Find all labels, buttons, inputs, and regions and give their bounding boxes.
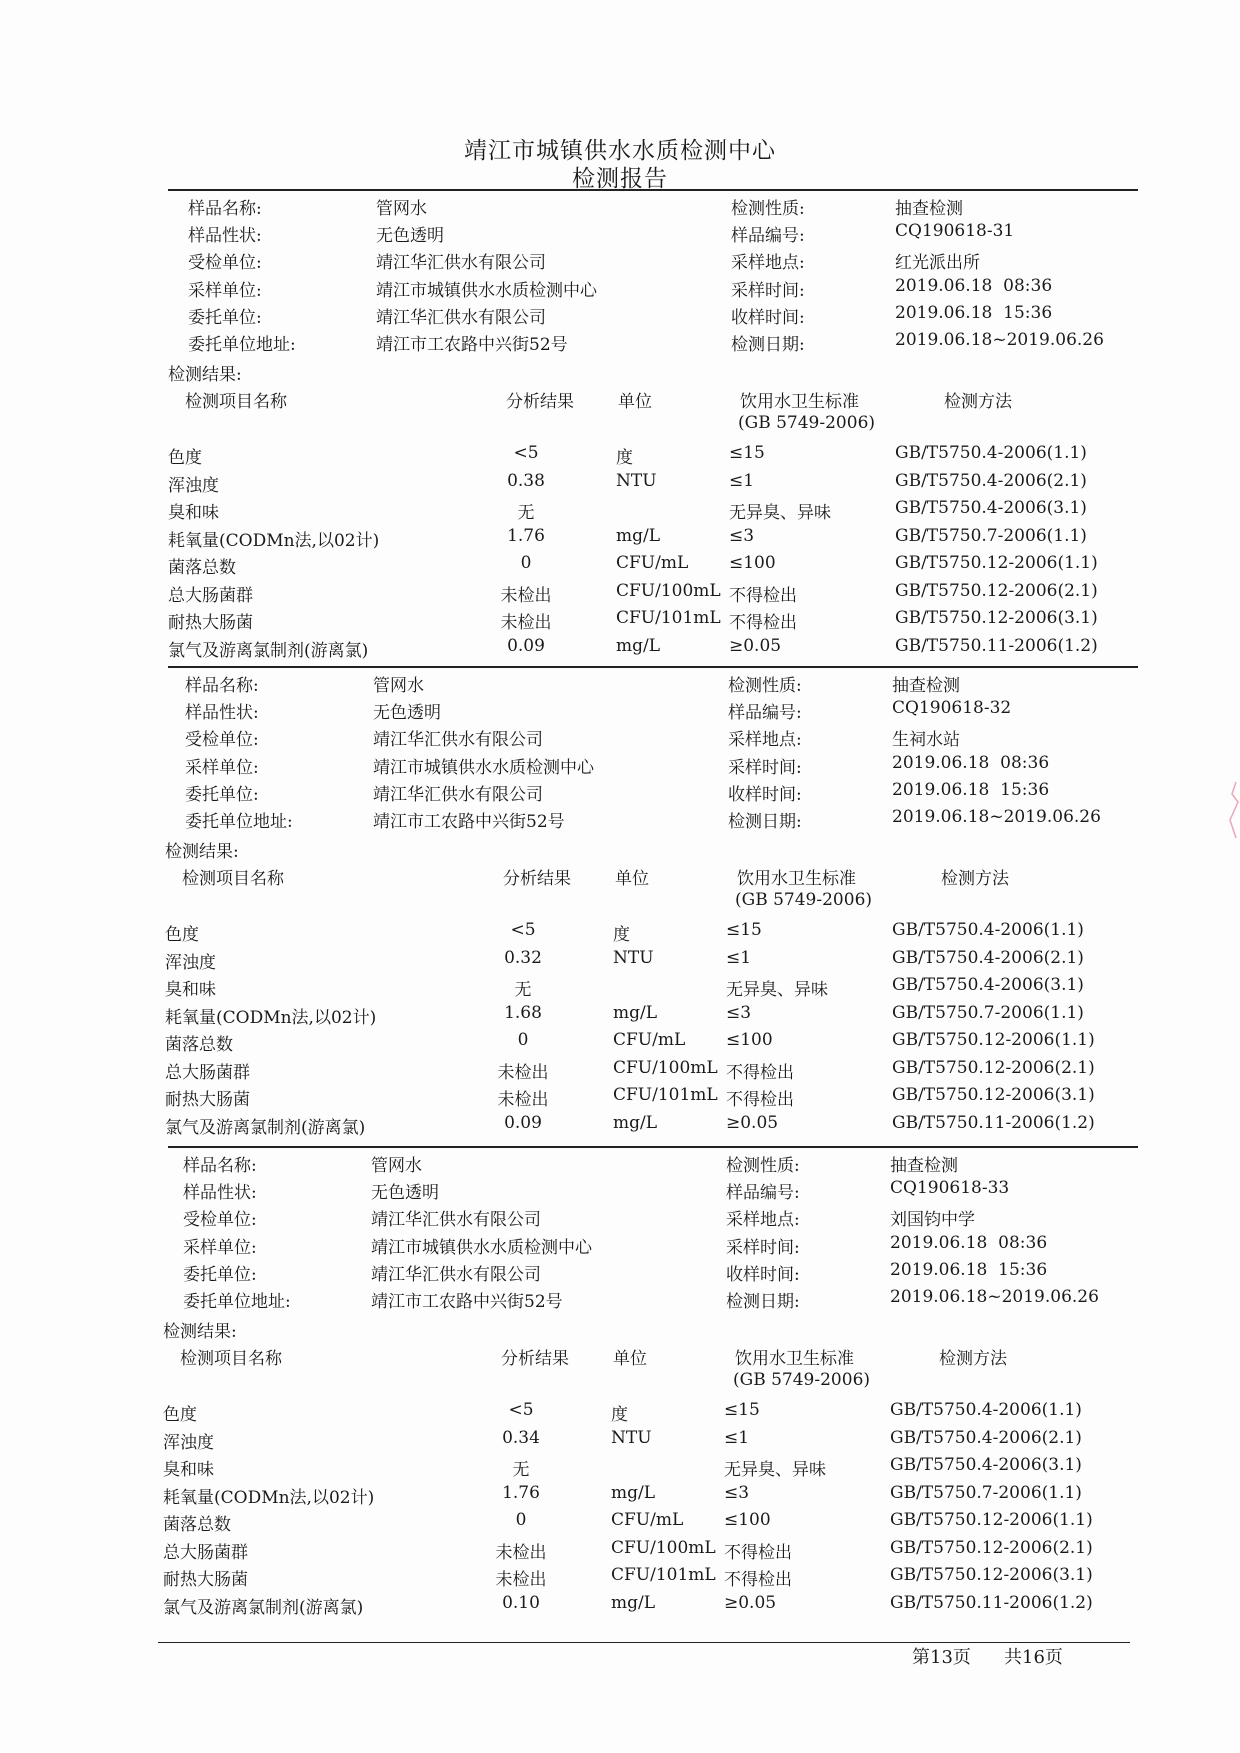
item-method: GB/T5750.12-2006(1.1) <box>895 553 1098 573</box>
col-header-unit: 单位 <box>615 869 649 889</box>
field-value: 管网水 <box>376 199 427 219</box>
field-value: 靖江市城镇供水水质检测中心 <box>373 757 594 778</box>
field-value: 无色透明 <box>371 1183 439 1204</box>
field-value: 靖江华汇供水有限公司 <box>371 1210 541 1231</box>
item-standard: ≤1 <box>726 947 752 968</box>
section-divider <box>168 1146 1138 1148</box>
field-value: 靖江市城镇供水水质检测中心 <box>376 280 597 301</box>
col-header-item: 检测项目名称 <box>180 1349 282 1369</box>
item-unit: CFU/100mL <box>616 580 721 601</box>
col-header-result: 分析结果 <box>501 1349 569 1369</box>
item-name: 臭和味 <box>168 503 219 523</box>
item-result: 无 <box>512 1460 530 1480</box>
item-method: GB/T5750.12-2006(3.1) <box>892 1085 1095 1105</box>
item-standard: ≤15 <box>724 1400 760 1420</box>
field-value: 靖江市工农路中兴街52号 <box>371 1292 563 1312</box>
item-name: 氯气及游离氯制剂(游离氯) <box>165 1117 366 1138</box>
item-method: GB/T5750.4-2006(1.1) <box>892 920 1084 940</box>
item-result: 0 <box>520 553 532 573</box>
item-method: GB/T5750.4-2006(3.1) <box>895 498 1087 518</box>
field-label: 受检单位: <box>183 1210 257 1231</box>
item-method: GB/T5750.12-2006(1.1) <box>892 1030 1095 1050</box>
field-value: 靖江市工农路中兴街52号 <box>373 812 565 832</box>
item-method: GB/T5750.12-2006(1.1) <box>890 1510 1093 1530</box>
page-number: 第13页 <box>912 1647 971 1668</box>
item-unit: NTU <box>613 947 654 968</box>
item-result: <5 <box>513 443 539 463</box>
field-value: 靖江华汇供水有限公司 <box>373 730 543 751</box>
item-name: 菌落总数 <box>165 1035 233 1055</box>
field-label: 采样地点: <box>726 1210 800 1231</box>
field-label: 样品名称: <box>188 199 262 219</box>
field-label: 委托单位地址: <box>188 335 296 355</box>
col-header-standard-ref: (GB 5749-2006) <box>733 1370 871 1390</box>
footer-rule <box>158 1642 1130 1643</box>
item-standard: ≤3 <box>729 525 755 546</box>
item-result: 未检出 <box>500 585 552 606</box>
col-header-standard-ref: (GB 5749-2006) <box>738 413 876 433</box>
field-label: 采样时间: <box>728 757 802 778</box>
item-standard: 无异臭、异味 <box>724 1460 826 1480</box>
col-header-standard: 饮用水卫生标准 <box>737 869 856 889</box>
field-value: 靖江市城镇供水水质检测中心 <box>371 1237 592 1258</box>
field-value: 2019.06.18 08:36 <box>890 1232 1048 1253</box>
field-label: 采样单位: <box>188 280 262 301</box>
page-total: 共16页 <box>1004 1647 1063 1668</box>
results-heading: 检测结果: <box>163 1322 237 1342</box>
item-result: 无 <box>514 980 532 1000</box>
item-unit: CFU/101mL <box>616 608 721 628</box>
field-label: 采样单位: <box>183 1237 257 1258</box>
field-value: 靖江华汇供水有限公司 <box>373 784 543 805</box>
item-result: 未检出 <box>500 613 552 633</box>
item-method: GB/T5750.12-2006(3.1) <box>890 1565 1093 1585</box>
field-value: 无色透明 <box>376 226 444 247</box>
item-unit: mg/L <box>611 1592 656 1613</box>
item-standard: ≤3 <box>726 1002 752 1023</box>
item-unit: NTU <box>616 470 657 491</box>
item-method: GB/T5750.12-2006(2.1) <box>890 1537 1093 1558</box>
item-unit: mg/L <box>616 525 661 546</box>
item-method: GB/T5750.12-2006(2.1) <box>892 1057 1095 1078</box>
section-divider <box>168 189 1138 191</box>
item-result: 0.38 <box>507 470 545 491</box>
item-standard: 不得检出 <box>729 585 797 606</box>
item-standard: 不得检出 <box>726 1062 794 1083</box>
item-unit: mg/L <box>611 1482 656 1503</box>
item-name: 色度 <box>163 1405 197 1425</box>
item-name: 总大肠菌群 <box>168 585 253 606</box>
field-value: 抽查检测 <box>892 676 960 696</box>
item-unit: 度 <box>616 448 633 468</box>
item-name: 浑浊度 <box>165 952 216 973</box>
item-unit: 度 <box>611 1405 628 1425</box>
item-standard: 不得检出 <box>726 1090 794 1110</box>
field-value: 2019.06.18~2019.06.26 <box>892 807 1101 827</box>
item-unit: CFU/mL <box>611 1510 684 1530</box>
field-value: 抽查检测 <box>895 199 963 219</box>
col-header-result: 分析结果 <box>506 392 574 412</box>
item-result: 未检出 <box>497 1062 549 1083</box>
field-label: 受检单位: <box>185 730 259 751</box>
item-name: 总大肠菌群 <box>163 1542 248 1563</box>
col-header-method: 检测方法 <box>944 392 1012 412</box>
field-value: 生祠水站 <box>892 730 960 751</box>
item-standard: ≤15 <box>726 920 762 940</box>
field-value: 2019.06.18 15:36 <box>890 1259 1048 1280</box>
item-unit: CFU/101mL <box>611 1565 716 1585</box>
field-label: 采样时间: <box>731 280 805 301</box>
item-standard: 不得检出 <box>729 613 797 633</box>
item-name: 耗氧量(CODMn法,以02计) <box>163 1487 375 1508</box>
item-unit: mg/L <box>613 1002 658 1023</box>
field-label: 检测性质: <box>731 199 805 219</box>
col-header-item: 检测项目名称 <box>185 392 287 412</box>
col-header-standard: 饮用水卫生标准 <box>740 392 859 412</box>
field-label: 受检单位: <box>188 253 262 274</box>
col-header-standard-ref: (GB 5749-2006) <box>735 890 873 910</box>
item-standard: 无异臭、异味 <box>726 980 828 1000</box>
field-value: 2019.06.18 08:36 <box>895 275 1053 296</box>
item-unit: mg/L <box>616 635 661 656</box>
field-value: 2019.06.18 15:36 <box>892 779 1050 800</box>
item-method: GB/T5750.4-2006(1.1) <box>895 443 1087 463</box>
item-name: 耗氧量(CODMn法,以02计) <box>168 530 380 551</box>
item-result: 0.34 <box>502 1427 540 1448</box>
field-value: 2019.06.18 15:36 <box>895 302 1053 323</box>
field-label: 采样地点: <box>728 730 802 751</box>
field-label: 采样时间: <box>726 1237 800 1258</box>
field-label: 检测日期: <box>728 812 802 832</box>
field-label: 样品编号: <box>728 703 802 724</box>
item-method: GB/T5750.11-2006(1.2) <box>890 1592 1093 1613</box>
item-method: GB/T5750.7-2006(1.1) <box>890 1482 1082 1503</box>
item-standard: 不得检出 <box>724 1570 792 1590</box>
item-method: GB/T5750.12-2006(2.1) <box>895 580 1098 601</box>
results-heading: 检测结果: <box>165 842 239 862</box>
item-result: <5 <box>510 920 536 940</box>
item-name: 氯气及游离氯制剂(游离氯) <box>163 1597 364 1618</box>
item-standard: ≤100 <box>724 1510 771 1530</box>
field-label: 检测性质: <box>726 1156 800 1176</box>
field-value: 无色透明 <box>373 703 441 724</box>
field-label: 收样时间: <box>726 1264 800 1285</box>
item-standard: ≤1 <box>729 470 755 491</box>
item-method: GB/T5750.7-2006(1.1) <box>895 525 1087 546</box>
item-standard: ≥0.05 <box>726 1112 779 1133</box>
col-header-result: 分析结果 <box>503 869 571 889</box>
field-label: 样品性状: <box>185 703 259 724</box>
item-method: GB/T5750.7-2006(1.1) <box>892 1002 1084 1023</box>
item-name: 耐热大肠菌 <box>163 1570 248 1590</box>
item-method: GB/T5750.12-2006(3.1) <box>895 608 1098 628</box>
item-result: 0 <box>517 1030 529 1050</box>
report-subtitle: 检测报告 <box>572 166 668 192</box>
field-value: CQ190618-33 <box>890 1178 1010 1199</box>
item-unit: 度 <box>613 925 630 945</box>
field-value: 红光派出所 <box>895 253 980 274</box>
item-result: <5 <box>508 1400 534 1420</box>
field-value: 靖江华汇供水有限公司 <box>376 307 546 328</box>
item-method: GB/T5750.4-2006(2.1) <box>890 1427 1082 1448</box>
item-name: 色度 <box>165 925 199 945</box>
item-name: 耐热大肠菌 <box>165 1090 250 1110</box>
col-header-item: 检测项目名称 <box>182 869 284 889</box>
item-standard: ≤100 <box>729 553 776 573</box>
col-header-standard: 饮用水卫生标准 <box>735 1349 854 1369</box>
item-name: 臭和味 <box>165 980 216 1000</box>
item-method: GB/T5750.11-2006(1.2) <box>895 635 1098 656</box>
results-heading: 检测结果: <box>168 365 242 385</box>
item-name: 菌落总数 <box>163 1515 231 1535</box>
field-value: 2019.06.18 08:36 <box>892 752 1050 773</box>
item-name: 耗氧量(CODMn法,以02计) <box>165 1007 377 1028</box>
item-unit: CFU/mL <box>613 1030 686 1050</box>
item-unit: mg/L <box>613 1112 658 1133</box>
item-name: 菌落总数 <box>168 558 236 578</box>
col-header-unit: 单位 <box>613 1349 647 1369</box>
field-label: 样品性状: <box>183 1183 257 1204</box>
item-standard: ≤3 <box>724 1482 750 1503</box>
field-label: 委托单位: <box>183 1264 257 1285</box>
field-label: 委托单位: <box>185 784 259 805</box>
field-label: 样品编号: <box>726 1183 800 1204</box>
item-name: 浑浊度 <box>163 1432 214 1453</box>
field-label: 检测日期: <box>731 335 805 355</box>
field-value: 抽查检测 <box>890 1156 958 1176</box>
item-standard: ≤1 <box>724 1427 750 1448</box>
field-value: 2019.06.18~2019.06.26 <box>890 1287 1099 1307</box>
field-value: CQ190618-32 <box>892 698 1012 719</box>
field-label: 委托单位: <box>188 307 262 328</box>
item-method: GB/T5750.4-2006(2.1) <box>895 470 1087 491</box>
item-result: 0.32 <box>504 947 542 968</box>
field-label: 收样时间: <box>728 784 802 805</box>
item-method: GB/T5750.4-2006(1.1) <box>890 1400 1082 1420</box>
item-unit: CFU/100mL <box>613 1057 718 1078</box>
col-header-unit: 单位 <box>618 392 652 412</box>
item-standard: 无异臭、异味 <box>729 503 831 523</box>
field-value: 管网水 <box>373 676 424 696</box>
item-standard: ≥0.05 <box>724 1592 777 1613</box>
item-result: 0.09 <box>507 635 545 656</box>
item-method: GB/T5750.4-2006(3.1) <box>890 1455 1082 1475</box>
item-result: 1.76 <box>502 1482 540 1503</box>
item-result: 未检出 <box>497 1090 549 1110</box>
item-method: GB/T5750.4-2006(3.1) <box>892 975 1084 995</box>
item-result: 1.68 <box>504 1002 542 1023</box>
field-label: 委托单位地址: <box>183 1292 291 1312</box>
field-value: 靖江华汇供水有限公司 <box>376 253 546 274</box>
field-label: 样品名称: <box>185 676 259 696</box>
item-name: 臭和味 <box>163 1460 214 1480</box>
item-result: 未检出 <box>495 1570 547 1590</box>
item-result: 0 <box>515 1510 527 1530</box>
field-label: 采样单位: <box>185 757 259 778</box>
ink-mark <box>1226 780 1240 840</box>
field-label: 收样时间: <box>731 307 805 328</box>
field-value: 靖江华汇供水有限公司 <box>371 1264 541 1285</box>
item-unit: CFU/100mL <box>611 1537 716 1558</box>
item-unit: CFU/101mL <box>613 1085 718 1105</box>
field-value: 靖江市工农路中兴街52号 <box>376 335 568 355</box>
item-result: 未检出 <box>495 1542 547 1563</box>
item-name: 氯气及游离氯制剂(游离氯) <box>168 640 369 661</box>
field-value: 2019.06.18~2019.06.26 <box>895 330 1104 350</box>
item-name: 浑浊度 <box>168 475 219 496</box>
item-result: 无 <box>517 503 535 523</box>
col-header-method: 检测方法 <box>939 1349 1007 1369</box>
item-method: GB/T5750.11-2006(1.2) <box>892 1112 1095 1133</box>
field-label: 样品性状: <box>188 226 262 247</box>
col-header-method: 检测方法 <box>941 869 1009 889</box>
field-label: 样品编号: <box>731 226 805 247</box>
item-name: 耐热大肠菌 <box>168 613 253 633</box>
field-label: 检测性质: <box>728 676 802 696</box>
report-title: 靖江市城镇供水水质检测中心 <box>464 138 776 164</box>
field-value: 刘国钧中学 <box>890 1210 975 1231</box>
field-value: CQ190618-31 <box>895 221 1015 242</box>
item-standard: ≥0.05 <box>729 635 782 656</box>
item-unit: NTU <box>611 1427 652 1448</box>
item-standard: ≤15 <box>729 443 765 463</box>
item-name: 色度 <box>168 448 202 468</box>
field-label: 委托单位地址: <box>185 812 293 832</box>
item-method: GB/T5750.4-2006(2.1) <box>892 947 1084 968</box>
section-divider <box>168 666 1138 668</box>
item-unit: CFU/mL <box>616 553 689 573</box>
item-standard: 不得检出 <box>724 1542 792 1563</box>
item-result: 1.76 <box>507 525 545 546</box>
field-label: 采样地点: <box>731 253 805 274</box>
item-result: 0.10 <box>502 1592 540 1613</box>
field-value: 管网水 <box>371 1156 422 1176</box>
field-label: 样品名称: <box>183 1156 257 1176</box>
item-result: 0.09 <box>504 1112 542 1133</box>
item-standard: ≤100 <box>726 1030 773 1050</box>
item-name: 总大肠菌群 <box>165 1062 250 1083</box>
field-label: 检测日期: <box>726 1292 800 1312</box>
